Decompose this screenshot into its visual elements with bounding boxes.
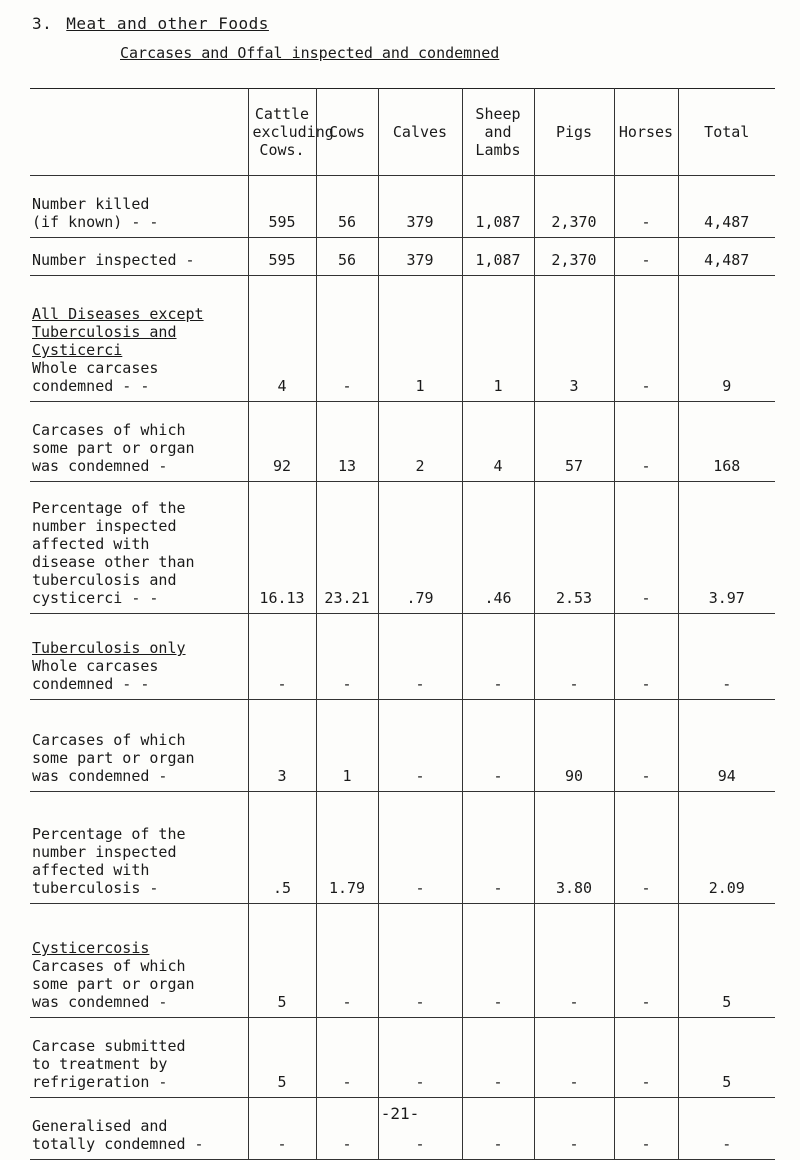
row-label: Number killed (if known) - -: [32, 195, 159, 231]
section-heading: Tuberculosis only: [32, 639, 186, 657]
cell-cattle: 16.13: [248, 482, 316, 614]
cell-sheep: 1,087: [462, 176, 534, 238]
cell-horses: -: [614, 1098, 678, 1160]
row-label: Whole carcases condemned - -: [32, 359, 159, 395]
section-heading: All Diseases except Tuberculosis and Cysticerci: [32, 305, 204, 359]
cell-horses: -: [614, 700, 678, 792]
cell-cows: 13: [316, 402, 378, 482]
cell-pigs: -: [534, 1018, 614, 1098]
cell-calves: -: [378, 792, 462, 904]
cell-cattle: -: [248, 614, 316, 700]
row-label-cell: [30, 482, 248, 614]
cell-cattle: -: [248, 1098, 316, 1160]
table-row: [30, 402, 775, 482]
cell-total: 2.09: [678, 792, 775, 904]
row-label: Percentage of the number inspected affected with disease other than tuberculosis and cysticerci - -: [32, 499, 195, 607]
cell-cattle: 595: [248, 238, 316, 276]
col-header-sheep: Sheep and Lambs: [462, 89, 534, 176]
cell-calves: -: [378, 1018, 462, 1098]
row-label-cell: [30, 238, 248, 276]
cell-sheep: 1,087: [462, 238, 534, 276]
inspection-table: [30, 88, 775, 1160]
cell-horses: -: [614, 792, 678, 904]
table-row: [30, 482, 775, 614]
cell-cattle: 92: [248, 402, 316, 482]
table-row: [30, 276, 775, 402]
cell-horses: -: [614, 482, 678, 614]
cell-sheep: -: [462, 1098, 534, 1160]
cell-horses: -: [614, 904, 678, 1018]
cell-calves: -: [378, 1098, 462, 1160]
cell-horses: -: [614, 1018, 678, 1098]
cell-cattle: 5: [248, 1018, 316, 1098]
cell-pigs: 3.80: [534, 792, 614, 904]
page-number: -21-: [380, 1104, 420, 1123]
cell-sheep: -: [462, 1018, 534, 1098]
row-label-cell: [30, 402, 248, 482]
section-heading: Cysticercosis: [32, 939, 150, 957]
row-label: Percentage of the number inspected affected with tuberculosis -: [32, 825, 186, 897]
page-heading: [32, 14, 269, 33]
cell-cattle: 5: [248, 904, 316, 1018]
cell-sheep: 1: [462, 276, 534, 402]
col-header-total: Total: [678, 89, 775, 176]
cell-calves: .79: [378, 482, 462, 614]
cell-pigs: 3: [534, 276, 614, 402]
cell-calves: 379: [378, 238, 462, 276]
cell-cows: -: [316, 614, 378, 700]
header-row: [30, 89, 775, 176]
cell-total: 3.97: [678, 482, 775, 614]
cell-calves: 379: [378, 176, 462, 238]
col-header-pigs: Pigs: [534, 89, 614, 176]
cell-cows: 1.79: [316, 792, 378, 904]
cell-calves: 1: [378, 276, 462, 402]
cell-horses: -: [614, 402, 678, 482]
cell-cows: -: [316, 1018, 378, 1098]
row-label-cell: [30, 1018, 248, 1098]
row-label-cell: [30, 904, 248, 1018]
table-row: [30, 1018, 775, 1098]
table-row: [30, 614, 775, 700]
table-row: [30, 904, 775, 1018]
cell-calves: -: [378, 614, 462, 700]
cell-cows: 23.21: [316, 482, 378, 614]
table-row: [30, 176, 775, 238]
row-label: Carcase submitted to treatment by refrigeration -: [32, 1037, 186, 1091]
cell-cows: -: [316, 276, 378, 402]
cell-pigs: 2,370: [534, 176, 614, 238]
cell-calves: -: [378, 700, 462, 792]
cell-sheep: -: [462, 904, 534, 1018]
cell-total: 94: [678, 700, 775, 792]
cell-sheep: -: [462, 614, 534, 700]
cell-horses: -: [614, 614, 678, 700]
cell-total: 5: [678, 1018, 775, 1098]
col-header-calves: Calves: [378, 89, 462, 176]
cell-pigs: 2,370: [534, 238, 614, 276]
cell-cattle: 595: [248, 176, 316, 238]
cell-pigs: -: [534, 614, 614, 700]
cell-pigs: 2.53: [534, 482, 614, 614]
cell-calves: -: [378, 904, 462, 1018]
row-label: Carcases of which some part or organ was condemned -: [32, 421, 195, 475]
cell-cows: -: [316, 904, 378, 1018]
cell-cows: -: [316, 1098, 378, 1160]
cell-total: -: [678, 1098, 775, 1160]
row-label: Number inspected -: [32, 251, 195, 269]
cell-sheep: -: [462, 792, 534, 904]
table-row: [30, 792, 775, 904]
row-label: Whole carcases condemned - -: [32, 657, 159, 693]
table-caption: Carcases and Offal inspected and condemned: [120, 44, 500, 62]
row-label: Carcases of which some part or organ was condemned -: [32, 731, 195, 785]
table-row: [30, 238, 775, 276]
cell-total: 4,487: [678, 238, 775, 276]
cell-sheep: .46: [462, 482, 534, 614]
cell-pigs: 57: [534, 402, 614, 482]
cell-horses: -: [614, 238, 678, 276]
row-label: Generalised and totally condemned -: [32, 1117, 204, 1153]
row-label: Carcases of which some part or organ was condemned -: [32, 957, 195, 1011]
cell-pigs: -: [534, 904, 614, 1018]
cell-total: 5: [678, 904, 775, 1018]
cell-total: 9: [678, 276, 775, 402]
cell-horses: -: [614, 176, 678, 238]
table-row: [30, 700, 775, 792]
row-label-cell: [30, 276, 248, 402]
cell-sheep: -: [462, 700, 534, 792]
row-label-cell: [30, 700, 248, 792]
col-header-cattle: Cattle excluding Cows.: [248, 89, 316, 176]
cell-cows: 56: [316, 238, 378, 276]
cell-cows: 1: [316, 700, 378, 792]
row-label-cell: [30, 792, 248, 904]
col-header-cows: Cows: [316, 89, 378, 176]
cell-total: -: [678, 614, 775, 700]
cell-cattle: .5: [248, 792, 316, 904]
cell-calves: 2: [378, 402, 462, 482]
cell-total: 4,487: [678, 176, 775, 238]
header-blank: [30, 89, 248, 176]
section-number: 3.: [32, 14, 53, 33]
cell-cattle: 3: [248, 700, 316, 792]
cell-pigs: 90: [534, 700, 614, 792]
section-title: Meat and other Foods: [66, 14, 269, 33]
col-header-horses: Horses: [614, 89, 678, 176]
cell-cows: 56: [316, 176, 378, 238]
cell-total: 168: [678, 402, 775, 482]
cell-sheep: 4: [462, 402, 534, 482]
row-label-cell: [30, 614, 248, 700]
row-label-cell: [30, 176, 248, 238]
cell-cattle: 4: [248, 276, 316, 402]
cell-pigs: -: [534, 1098, 614, 1160]
cell-horses: -: [614, 276, 678, 402]
